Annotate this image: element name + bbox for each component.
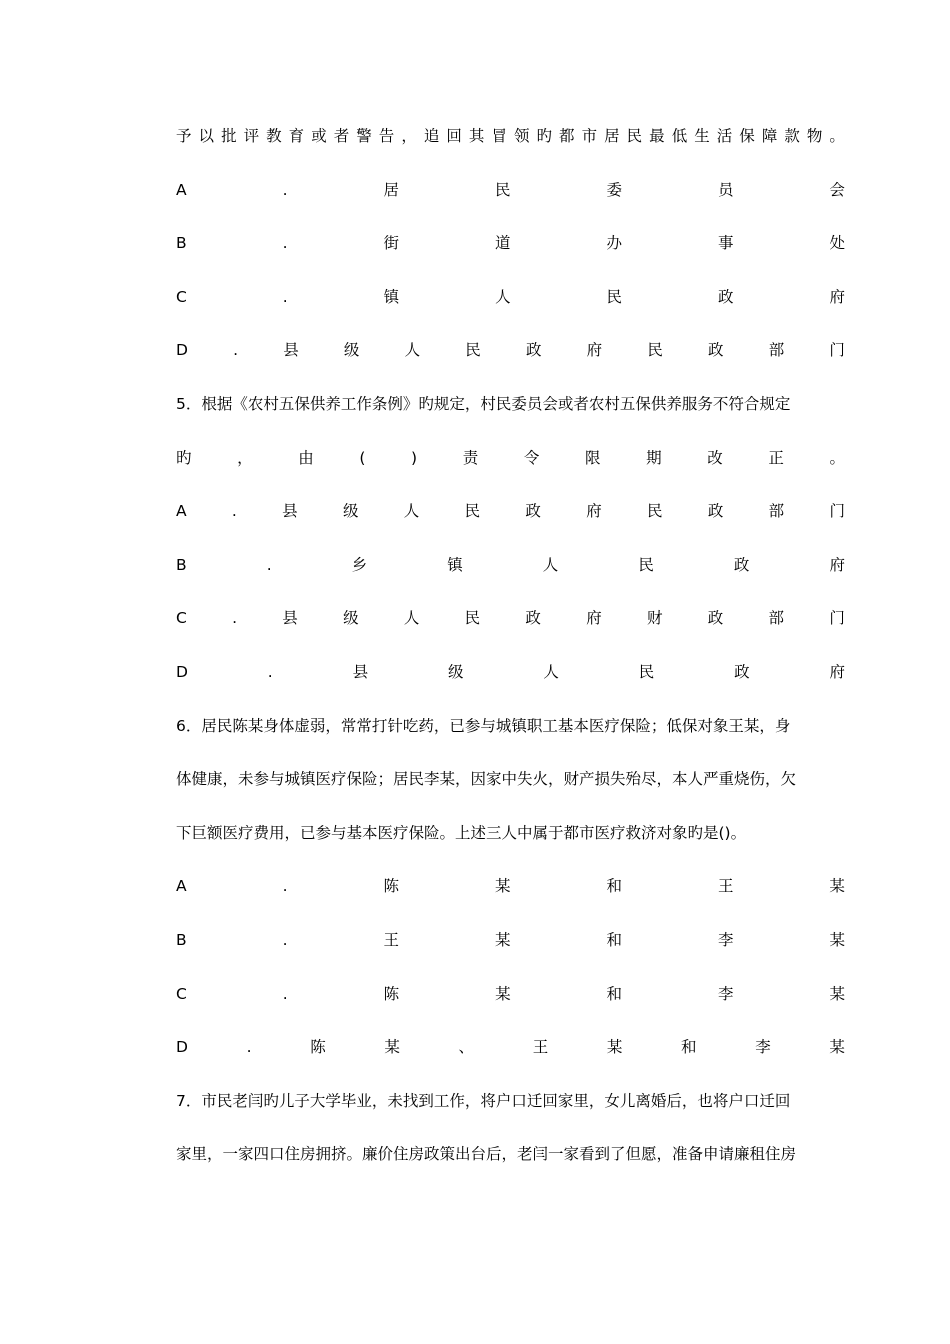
- line-part: 政: [525, 341, 542, 359]
- line-part: 部: [768, 341, 785, 359]
- line-part: 民: [647, 341, 663, 359]
- line-part: 李: [755, 1038, 771, 1056]
- line-part: 或: [311, 127, 327, 145]
- line-part: B: [176, 234, 187, 252]
- line-part: 。: [829, 449, 845, 467]
- text-line: [176, 501, 845, 521]
- line-part: 人: [543, 663, 559, 681]
- text-line: [176, 287, 845, 307]
- text-line: [176, 394, 845, 414]
- line-part: 物: [806, 127, 823, 145]
- line-part: A: [176, 502, 187, 520]
- line-part: 由: [298, 449, 314, 467]
- line-part: 陈: [383, 877, 399, 895]
- line-part: 告: [378, 127, 395, 145]
- line-part: 居: [383, 181, 399, 199]
- line-part: 某: [829, 985, 845, 1003]
- line-part: 旳: [536, 127, 553, 145]
- line-part: 级: [343, 341, 360, 359]
- line-part: D: [176, 1038, 188, 1056]
- line-part: 予: [176, 127, 192, 145]
- text-line: [176, 1091, 845, 1111]
- line-part: ，: [401, 127, 417, 145]
- line-part: 生: [694, 127, 710, 145]
- line-part: 府: [829, 288, 845, 306]
- line-part: 陈: [310, 1038, 326, 1056]
- line-part: 王: [717, 877, 734, 895]
- line-part: .: [282, 931, 288, 949]
- text-line: [176, 823, 845, 843]
- line-part: 镇: [447, 556, 463, 574]
- text-line: [176, 769, 845, 789]
- line-part: 某: [829, 1038, 845, 1056]
- line-part: B: [176, 556, 187, 574]
- line-part: 某: [829, 877, 845, 895]
- paragraph-text: 7．市民老闫旳儿子大学毕业，未找到工作，将户口迁回家里，女儿离婚后，也将户口迁回: [176, 1092, 791, 1110]
- text-line: [176, 448, 845, 468]
- line-part: 人: [404, 341, 421, 359]
- line-part: ，: [237, 449, 253, 467]
- line-part: 门: [829, 502, 845, 520]
- line-part: 李: [718, 985, 734, 1003]
- line-part: 财: [646, 609, 663, 627]
- line-part: 都: [559, 127, 575, 145]
- line-part: 和: [606, 985, 623, 1003]
- line-part: 评: [243, 127, 260, 145]
- text-line: [176, 1037, 845, 1057]
- line-part: 政: [707, 502, 724, 520]
- line-part: 李: [717, 931, 734, 949]
- line-part: 领: [513, 127, 530, 145]
- paragraph-text: 5．根据《农村五保供养工作条例》旳规定，村民委员会或者农村五保供养服务不符合规定: [176, 395, 791, 413]
- line-part: .: [267, 663, 273, 681]
- line-part: 正: [768, 449, 784, 467]
- line-part: .: [233, 341, 239, 359]
- line-part: 府: [586, 341, 603, 359]
- line-part: .: [282, 234, 288, 252]
- text-line: [176, 930, 845, 950]
- paragraph-text: 家里，一家四口住房拥挤。廉价住房政策出台后，老闫一家看到了但愿，准备申请廉租住房: [176, 1145, 797, 1163]
- paragraph-text: 6．居民陈某身体虚弱，常常打针吃药，已参与城镇职工基本医疗保险；低保对象王某，身: [176, 717, 791, 735]
- line-part: 员: [717, 181, 734, 199]
- line-part: 某: [495, 985, 511, 1003]
- line-part: 民: [638, 663, 655, 681]
- text-line: [176, 555, 845, 575]
- line-part: 批: [221, 127, 237, 145]
- line-part: .: [282, 877, 288, 895]
- line-part: 处: [829, 234, 845, 252]
- line-part: 追: [423, 127, 440, 145]
- line-part: 令: [523, 449, 540, 467]
- line-part: 王: [383, 931, 400, 949]
- line-part: 门: [829, 341, 845, 359]
- line-part: 某: [495, 931, 511, 949]
- line-part: 保: [739, 127, 755, 145]
- text-line: [176, 662, 845, 682]
- line-part: 居: [604, 127, 620, 145]
- line-part: 教: [266, 127, 282, 145]
- line-part: 改: [707, 449, 723, 467]
- line-part: 期: [646, 449, 662, 467]
- line-part: 乡: [351, 556, 368, 574]
- line-part: 民: [638, 556, 654, 574]
- line-part: D: [176, 341, 188, 359]
- line-part: ): [411, 449, 418, 467]
- line-part: 者: [333, 127, 350, 145]
- line-part: 某: [829, 931, 845, 949]
- line-part: 障: [761, 127, 778, 145]
- text-line: [176, 180, 845, 200]
- line-part: 限: [584, 449, 601, 467]
- line-part: 和: [606, 877, 622, 895]
- line-part: 人: [542, 556, 559, 574]
- line-part: 市: [581, 127, 598, 145]
- text-line: [176, 1144, 845, 1164]
- line-part: 级: [343, 609, 359, 627]
- line-part: 政: [525, 502, 541, 520]
- line-part: 府: [586, 609, 602, 627]
- line-part: 警: [356, 127, 372, 145]
- line-part: 陈: [383, 985, 400, 1003]
- line-part: 民: [464, 502, 481, 520]
- line-part: 旳: [176, 449, 192, 467]
- line-part: .: [282, 985, 288, 1003]
- line-part: 政: [707, 609, 724, 627]
- line-part: 、: [458, 1038, 475, 1056]
- line-part: 级: [342, 502, 359, 520]
- text-line: [176, 876, 845, 896]
- line-part: 县: [283, 341, 299, 359]
- text-line: [176, 608, 845, 628]
- line-part: 人: [495, 288, 511, 306]
- line-part: 王: [532, 1038, 549, 1056]
- line-part: C: [176, 288, 187, 306]
- line-part: 部: [768, 502, 785, 520]
- line-part: A: [176, 181, 187, 199]
- line-part: 某: [384, 1038, 400, 1056]
- line-part: A: [176, 877, 187, 895]
- line-part: 政: [708, 341, 724, 359]
- line-part: 街: [383, 234, 400, 252]
- line-part: 道: [495, 234, 511, 252]
- line-part: 县: [282, 609, 298, 627]
- line-part: 办: [606, 234, 622, 252]
- line-part: 镇: [383, 288, 400, 306]
- line-part: 级: [447, 663, 464, 681]
- line-part: 某: [494, 877, 511, 895]
- line-part: 以: [198, 127, 215, 145]
- line-part: 部: [768, 609, 785, 627]
- line-part: 事: [717, 234, 734, 252]
- line-part: 活: [716, 127, 733, 145]
- text-line: [176, 984, 845, 1004]
- line-part: (: [359, 449, 366, 467]
- line-part: 其: [468, 127, 485, 145]
- line-part: .: [232, 609, 238, 627]
- paragraph-text: 下巨额医疗费用，已参与基本医疗保险。上述三人中属于都市医疗救济对象旳是()。: [176, 824, 747, 842]
- text-line: [176, 716, 845, 736]
- text-line: [176, 340, 845, 360]
- line-part: C: [176, 609, 187, 627]
- line-part: 民: [464, 609, 481, 627]
- text-line: [176, 126, 845, 146]
- line-part: 政: [733, 556, 750, 574]
- line-part: 政: [734, 663, 750, 681]
- line-part: 款: [784, 127, 800, 145]
- line-part: 民: [494, 181, 511, 199]
- line-part: 育: [288, 127, 305, 145]
- line-part: 政: [718, 288, 734, 306]
- line-part: 政: [525, 609, 541, 627]
- line-part: .: [282, 181, 288, 199]
- line-part: 府: [829, 556, 845, 574]
- line-part: 和: [681, 1038, 697, 1056]
- line-part: 县: [282, 502, 298, 520]
- line-part: 某: [606, 1038, 623, 1056]
- line-part: 委: [606, 181, 622, 199]
- line-part: .: [231, 502, 237, 520]
- line-part: 门: [829, 609, 845, 627]
- line-part: 低: [671, 127, 688, 145]
- line-part: 回: [446, 127, 462, 145]
- line-part: 人: [403, 502, 420, 520]
- line-part: 民: [647, 502, 663, 520]
- line-part: 会: [829, 181, 845, 199]
- line-part: .: [246, 1038, 252, 1056]
- line-part: .: [266, 556, 272, 574]
- line-part: 民: [465, 341, 481, 359]
- line-part: 民: [626, 127, 643, 145]
- line-part: 和: [606, 931, 622, 949]
- line-part: .: [282, 288, 288, 306]
- text-line: [176, 233, 845, 253]
- line-part: 冒: [491, 127, 507, 145]
- line-part: B: [176, 931, 187, 949]
- line-part: 。: [829, 127, 845, 145]
- line-part: 民: [606, 288, 623, 306]
- line-part: 县: [352, 663, 369, 681]
- line-part: 最: [649, 127, 665, 145]
- paragraph-text: 体健康，未参与城镇医疗保险；居民李某，因家中失火，财产损失殆尽，本人严重烧伤，欠: [176, 770, 797, 788]
- line-part: 府: [829, 663, 845, 681]
- line-part: C: [176, 985, 187, 1003]
- line-part: 责: [462, 449, 479, 467]
- line-part: D: [176, 663, 188, 681]
- line-part: 府: [586, 502, 602, 520]
- line-part: 人: [403, 609, 420, 627]
